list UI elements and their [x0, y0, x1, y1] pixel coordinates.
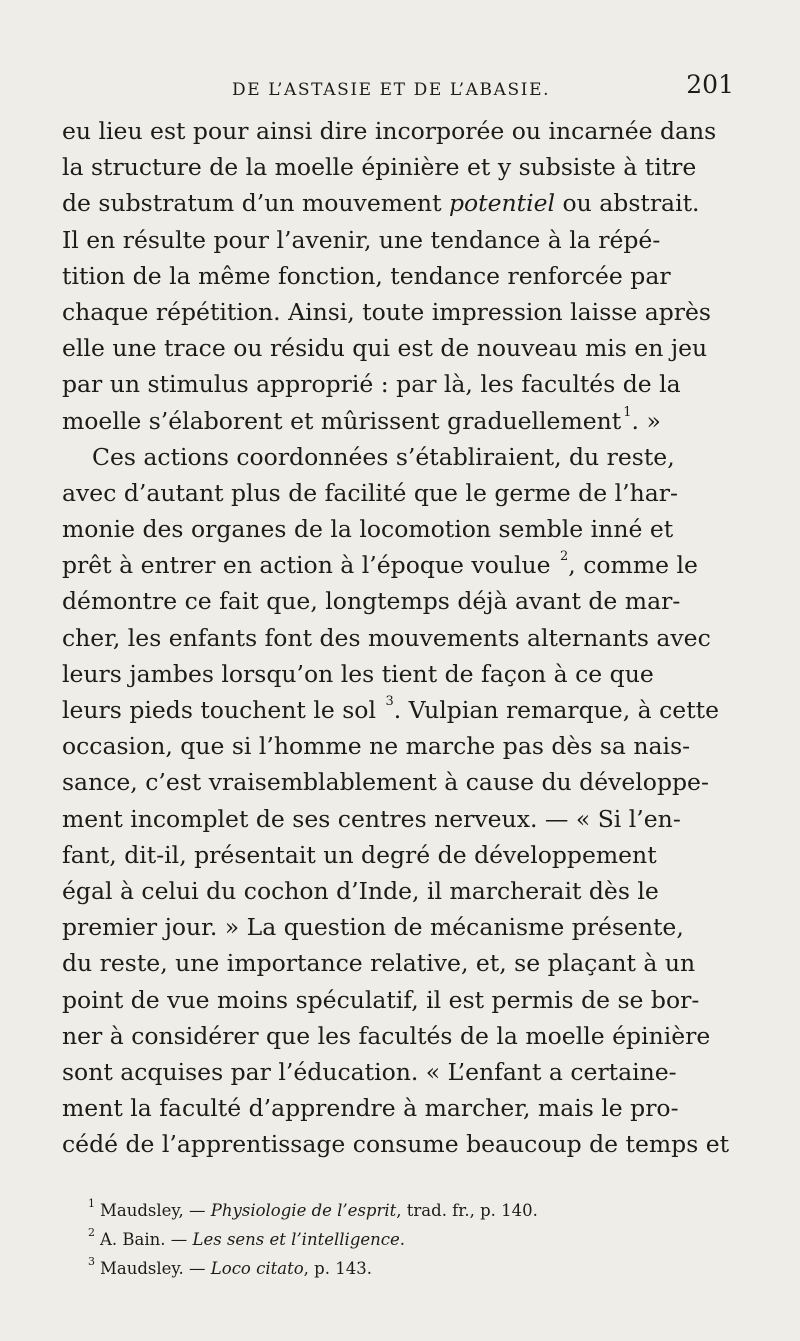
text-line: sont acquises par l’éducation. « L’enfant a certaine- — [62, 1057, 677, 1086]
text-line: fant, dit-il, présentait un degré de développement — [62, 840, 657, 869]
text-line: Il en résulte pour l’avenir, une tendance à la répé- — [62, 225, 661, 254]
text-line: ner à considérer que les facultés de la moelle épinière — [62, 1021, 711, 1050]
text-line: occasion, que si l’homme ne marche pas dès sa nais- — [62, 732, 691, 761]
footnote-number: 1 — [88, 1197, 95, 1210]
text-line: Ces actions coordonnées s’établiraient, du reste, — [92, 442, 675, 471]
text-line: chaque répétition. Ainsi, toute impression laisse après — [62, 297, 711, 326]
text-line: elle une trace ou résidu qui est de nouveau mis en jeu — [62, 334, 708, 363]
italic-term: potentiel — [448, 189, 556, 218]
text-line: par un stimulus approprié : par là, les facultés de la — [62, 370, 681, 399]
footnote-ref: 3 — [385, 694, 394, 709]
cited-title: Loco citato — [210, 1259, 304, 1278]
text-line: sance, c’est vraisemblablement à cause du développe- — [62, 768, 709, 797]
footnote: $^3$ Maudsley. — Loco citato, p. 143. — [88, 1255, 372, 1278]
footnote-ref: 1 — [623, 404, 632, 420]
text-line: ment la faculté d’apprendre à marcher, mais le pro- — [62, 1094, 679, 1123]
body-text — [62, 113, 738, 1162]
text-line: leurs pieds touchent le sol $^3$. Vulpian remarque, à cette — [62, 694, 719, 724]
text-line: leurs jambes lorsqu’on les tient de façon à ce que — [62, 659, 654, 688]
footnotes — [88, 1196, 708, 1283]
text-line: de substratum d’un mouvement potentiel ou abstrait. — [62, 189, 700, 218]
text-line: avec d’autant plus de facilité que le germe de l’har- — [62, 478, 678, 507]
text-line: cédé de l’apprentissage consume beaucoup de temps et — [62, 1130, 730, 1159]
text-line: premier jour. » La question de mécanisme présente, — [62, 913, 684, 942]
text-line: démontre ce fait que, longtemps déjà avant de mar- — [62, 587, 681, 616]
text-line: ment incomplet de ses centres nerveux. — « Si l’en- — [62, 804, 681, 833]
footnote: $^1$ Maudsley, — Physiologie de l’esprit, trad. fr., p. 140. — [88, 1197, 538, 1220]
page-number: 201 — [686, 70, 734, 99]
text-line: égal à celui du cochon d’Inde, il marcherait dès le — [62, 876, 659, 905]
footnote: $^2$ A. Bain. — Les sens et l’intelligence. — [88, 1226, 406, 1249]
text-line: la structure de la moelle épinière et y subsiste à titre — [62, 153, 697, 182]
running-head: DE L’ASTASIE ET DE L’ABASIE. — [232, 80, 551, 100]
text-line: tition de la même fonction, tendance renforcée par — [62, 261, 671, 290]
text-line: point de vue moins spéculatif, il est permis de se bor- — [62, 985, 700, 1014]
text-line: moelle s’élaborent et mûrissent graduellement 1 . » — [62, 403, 738, 439]
cited-title: Les sens et l’intelligence — [192, 1230, 400, 1249]
cited-title: Physiologie de l’esprit — [210, 1201, 397, 1220]
text-line: du reste, une importance relative, et, se plaçant à un — [62, 949, 696, 978]
text-line: monie des organes de la locomotion semble inné et — [62, 515, 674, 544]
footnote-ref: 2 — [560, 549, 569, 565]
footnote-number: 2 — [88, 1226, 95, 1239]
footnote-number: 3 — [88, 1255, 95, 1268]
text-line: eu lieu est pour ainsi dire incorporée ou incarnée dans — [62, 117, 717, 145]
page-header — [62, 70, 738, 110]
text-line: prêt à entrer en action à l’époque voulue $^2$, comme le — [62, 549, 698, 580]
text-line: cher, les enfants font des mouvements alternants avec — [62, 623, 711, 652]
